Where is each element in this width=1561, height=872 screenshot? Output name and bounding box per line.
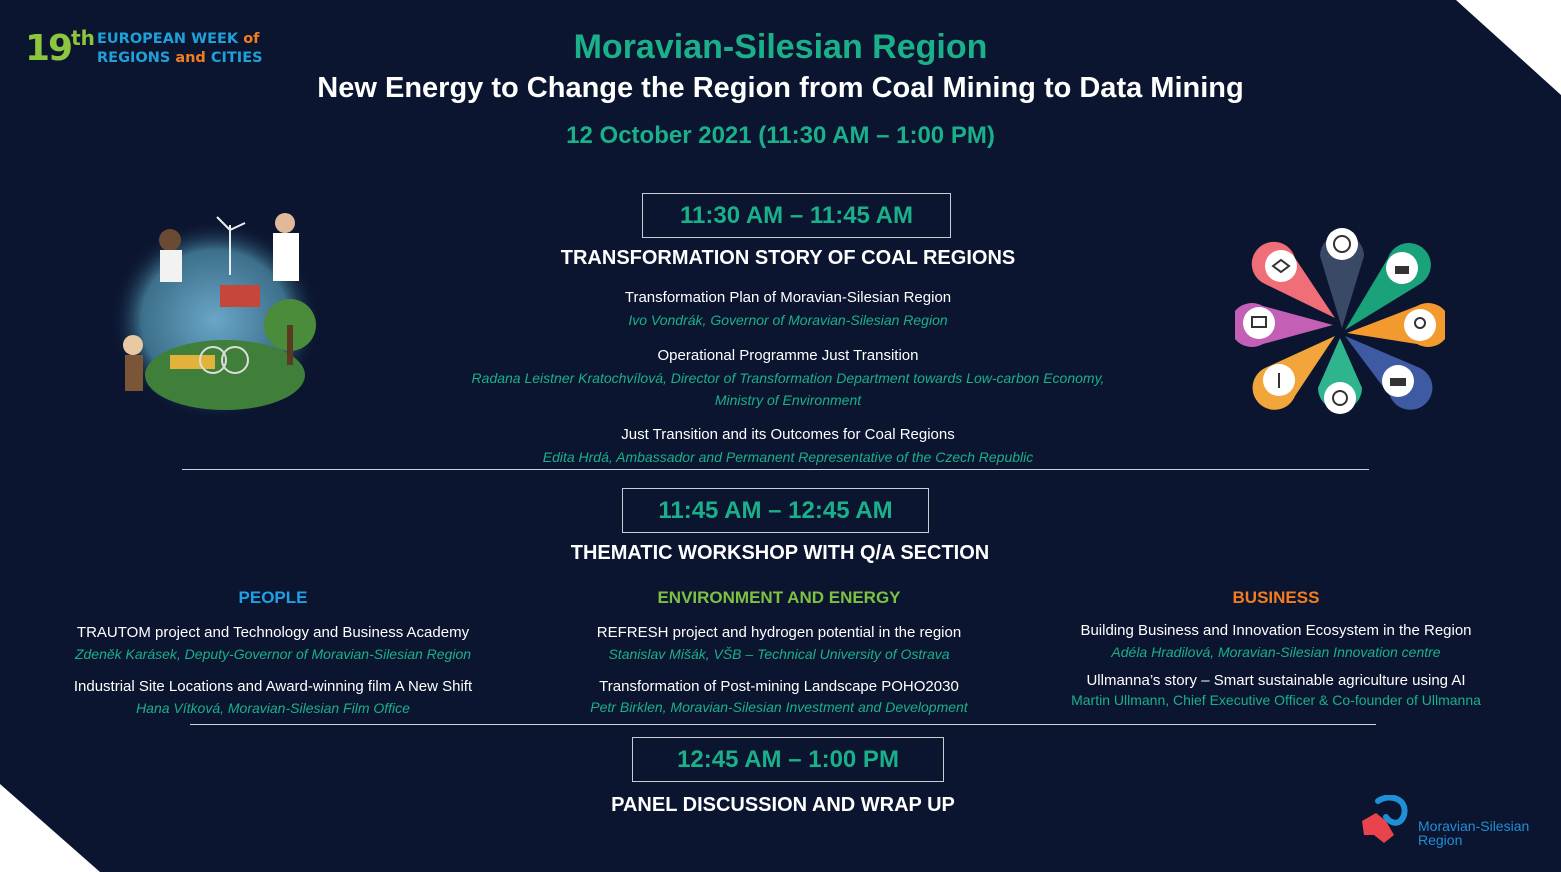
session1-speaker-2: Radana Leistner Kratochvílová, Director of Transformation Department towards Low-carbon Economy, [471, 370, 1105, 386]
session1-speaker-3: Edita Hrdá, Ambassador and Permanent Representative of the Czech Republic [542, 449, 1034, 465]
people-talk-2: Industrial Site Locations and Award-winning film A New Shift [73, 678, 473, 695]
column-heading-business: BUSINESS [1232, 588, 1320, 607]
region-title: Moravian-Silesian Region [573, 28, 988, 66]
corner-decoration-bottom-left [0, 784, 100, 872]
region-logo-text [1418, 819, 1529, 847]
environment-talk-2: Transformation of Post-mining Landscape POHO2030 [599, 678, 959, 695]
logo-line1: EUROPEAN WEEK [97, 31, 244, 47]
business-speaker-1: Adéla Hradilová, Moravian-Silesian Innovation centre [1111, 644, 1441, 660]
logo-line1-of: of [243, 31, 260, 47]
event-date: 12 October 2021 (11:30 AM – 1:00 PM) [566, 122, 995, 149]
business-talk-2: Ullmanna’s story – Smart sustainable agriculture using AI [1086, 672, 1466, 689]
logo-line2-and: and [175, 50, 206, 66]
divider-2 [190, 724, 1376, 725]
event-title: New Energy to Change the Region from Coal Mining to Data Mining [317, 72, 1244, 104]
region-logo-line2: Region [1418, 832, 1463, 848]
region-logo [1360, 795, 1530, 852]
session1-talk-3: Just Transition and its Outcomes for Coal Regions [621, 426, 955, 443]
session2-time-box: 11:45 AM – 12:45 AM [622, 488, 929, 533]
session3-time-box: 12:45 AM – 1:00 PM [632, 737, 944, 782]
logo-line2: REGIONS [97, 50, 176, 66]
people-talk-1: TRAUTOM project and Technology and Business Academy [76, 624, 470, 641]
business-talk-1: Building Business and Innovation Ecosystem in the Region [1080, 622, 1472, 639]
people-speaker-2: Hana Vítková, Moravian-Silesian Film Office [136, 700, 410, 716]
people-speaker-1: Zdeněk Karásek, Deputy-Governor of Moravian-Silesian Region [74, 646, 472, 662]
collage-illustration [105, 205, 325, 425]
logo-suffix: th [71, 26, 95, 50]
environment-speaker-1: Stanislav Mišák, VŠB – Technical University of Ostrava [608, 646, 950, 662]
logo-line2-cities: CITIES [205, 50, 263, 66]
business-speaker-2: Martin Ullmann, Chief Executive Officer & Co-founder of Ullmanna [1071, 692, 1481, 708]
session1-speaker-1: Ivo Vondrák, Governor of Moravian-Silesian Region [628, 312, 948, 328]
session1-title: TRANSFORMATION STORY OF COAL REGIONS [560, 247, 1016, 269]
environment-talk-1: REFRESH project and hydrogen potential in the region [596, 624, 962, 641]
theme-icon-wheel [1235, 218, 1445, 424]
column-heading-people: PEOPLE [238, 588, 308, 607]
session2-title: THEMATIC WORKSHOP WITH Q/A SECTION [570, 542, 990, 564]
environment-speaker-2: Petr Birklen, Moravian-Silesian Investment and Development [590, 699, 968, 715]
session1-talk-1: Transformation Plan of Moravian-Silesian Region [624, 289, 952, 306]
session1-talk-2: Operational Programme Just Transition [657, 347, 919, 364]
session3-title: PANEL DISCUSSION AND WRAP UP [611, 794, 955, 816]
region-logo-line1: Moravian-Silesian [1418, 818, 1530, 834]
logo-number: 19 [25, 28, 72, 69]
region-logo-mark [1360, 795, 1418, 847]
session1-time-box: 11:30 AM – 11:45 AM [642, 193, 951, 238]
session1-speaker-2-org: Ministry of Environment [714, 392, 862, 408]
divider-1 [182, 469, 1369, 470]
column-heading-environment: ENVIRONMENT AND ENERGY [657, 588, 901, 607]
